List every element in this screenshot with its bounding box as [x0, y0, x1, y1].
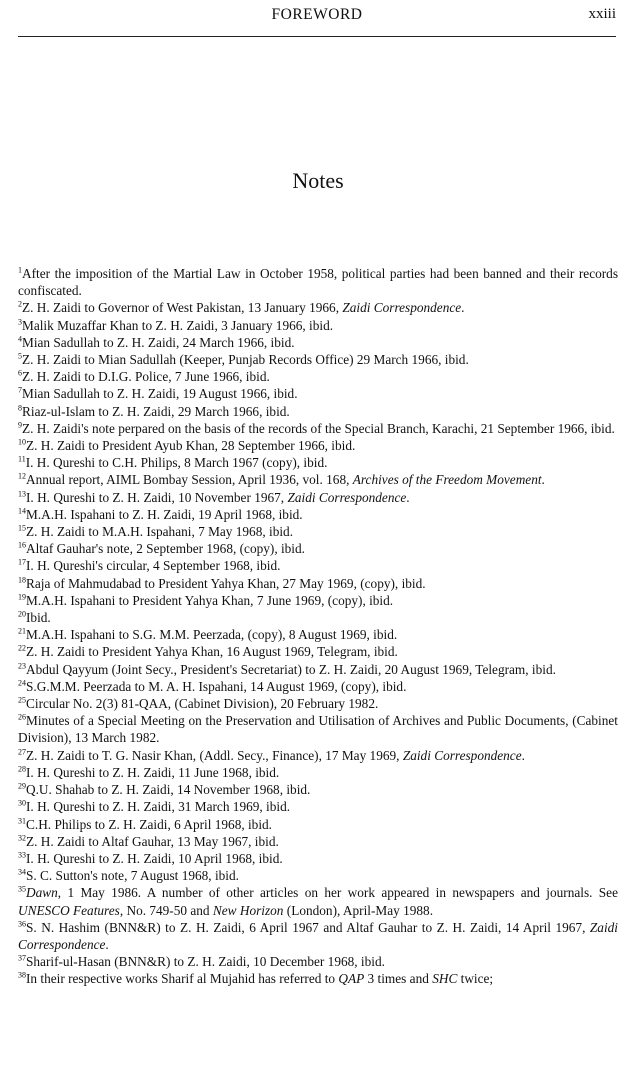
note-item [18, 609, 618, 626]
note-item [18, 317, 618, 334]
note-number: 3 [18, 317, 22, 327]
note-text: Altaf Gauhar's note, 2 September 1968, (copy), ibid. [26, 541, 305, 557]
note-text: I. H. Qureshi to Z. H. Zaidi, 10 April 1968, ibid. [26, 850, 283, 866]
note-number: 15 [18, 523, 26, 533]
note-number: 34 [18, 867, 26, 877]
notes-list [18, 265, 618, 988]
note-number: 26 [18, 712, 26, 722]
note-item [18, 798, 618, 815]
note-text: twice; [457, 971, 494, 987]
note-number: 36 [18, 919, 26, 929]
note-italic-text: Archives of the Freedom Movement [352, 472, 542, 488]
note-item [18, 489, 618, 506]
note-italic-text: Zaidi Correspondence [402, 747, 522, 763]
note-item [18, 764, 618, 781]
note-text: I. H. Qureshi to Z. H. Zaidi, 31 March 1969, ibid. [26, 799, 291, 815]
note-italic-text: QAP [338, 971, 365, 987]
note-item [18, 403, 618, 420]
note-text: Annual report, AIML Bombay Session, April 1936, vol. 168, [26, 472, 353, 488]
note-text: Mian Sadullah to Z. H. Zaidi, 19 August 1966, ibid. [22, 386, 298, 402]
note-item [18, 471, 618, 488]
note-item [18, 643, 618, 660]
note-text: Malik Muzaffar Khan to Z. H. Zaidi, 3 January 1966, ibid. [22, 317, 334, 333]
note-text: . [105, 936, 109, 952]
note-number: 10 [18, 437, 26, 447]
note-item [18, 557, 618, 574]
note-text: I. H. Qureshi to C.H. Philips, 8 March 1967 (copy), ibid. [25, 455, 328, 471]
note-text: S.G.M.M. Peerzada to M. A. H. Ispahani, 14 August 1969, (copy), ibid. [26, 678, 407, 694]
note-item [18, 454, 618, 471]
note-item [18, 884, 618, 918]
note-item [18, 919, 618, 953]
running-head [18, 6, 616, 30]
note-item [18, 712, 618, 746]
note-text: Raja of Mahmudabad to President Yahya Khan, 27 May 1969, (copy), ibid. [26, 575, 426, 591]
note-italic-text: Dawn [26, 885, 58, 901]
note-item [18, 867, 618, 884]
section-heading: Notes [292, 168, 344, 193]
note-text: M.A.H. Ispahani to S.G. M.M. Peerzada, (copy), 8 August 1969, ibid. [26, 627, 398, 643]
note-item [18, 351, 618, 368]
note-text: In their respective works Sharif al Mujahid has referred to [26, 971, 339, 987]
page-number: xxiii [588, 6, 616, 22]
note-text: , No. 749-50 and [119, 902, 213, 918]
note-text: . [461, 300, 465, 316]
note-number: 29 [18, 781, 26, 791]
note-text: Z. H. Zaidi to D.I.G. Police, 7 June 1966, ibid. [22, 369, 270, 385]
note-number: 22 [18, 644, 26, 654]
note-item [18, 695, 618, 712]
note-number: 1 [18, 265, 22, 275]
note-number: 6 [18, 368, 22, 378]
note-italic-text: Zaidi Correspondence [18, 919, 618, 952]
note-number: 14 [18, 506, 26, 516]
note-item [18, 523, 618, 540]
note-number: 33 [18, 850, 26, 860]
note-text: Z. H. Zaidi to Governor of West Pakistan, 13 January 1966, [22, 300, 343, 316]
note-text: C.H. Philips to Z. H. Zaidi, 6 April 1968, ibid. [26, 816, 272, 832]
note-number: 31 [18, 816, 26, 826]
note-text: , 1 May 1986. A number of other articles on her work appeared in newspapers and journals. See [57, 885, 618, 901]
note-item [18, 265, 618, 299]
note-text: . [406, 489, 410, 505]
note-text: Z. H. Zaidi to M.A.H. Ispahani, 7 May 1968, ibid. [26, 524, 294, 540]
note-item [18, 575, 618, 592]
note-text: . [541, 472, 545, 488]
note-text: Sharif-ul-Hasan (BNN&R) to Z. H. Zaidi, 10 December 1968, ibid. [26, 954, 385, 970]
note-text: I. H. Qureshi to Z. H. Zaidi, 11 June 1968, ibid. [26, 764, 280, 780]
note-item [18, 678, 618, 695]
note-text: I. H. Qureshi's circular, 4 September 1968, ibid. [26, 558, 281, 574]
note-number: 21 [18, 626, 26, 636]
note-number: 9 [18, 420, 22, 430]
note-number: 12 [18, 472, 26, 482]
note-number: 24 [18, 678, 26, 688]
note-text: Circular No. 2(3) 81-QAA, (Cabinet Division), 20 February 1982. [26, 696, 379, 712]
note-item [18, 850, 618, 867]
note-number: 17 [18, 558, 26, 568]
note-text: After the imposition of the Martial Law in October 1958, political parties had been banned and their records confiscated. [18, 266, 618, 299]
note-text: Z. H. Zaidi's note perpared on the basis of the records of the Special Branch, Karachi, 21 September 1966, ibid. [22, 420, 615, 436]
note-number: 5 [18, 351, 22, 361]
note-italic-text: Zaidi Correspondence [287, 489, 407, 505]
note-item [18, 816, 618, 833]
note-number: 30 [18, 798, 26, 808]
note-text: M.A.H. Ispahani to Z. H. Zaidi, 19 April 1968, ibid. [26, 506, 303, 522]
note-text: Abdul Qayyum (Joint Secy., President's Secretariat) to Z. H. Zaidi, 20 August 1969, Telegram, ibid. [26, 661, 556, 677]
note-text: S. C. Sutton's note, 7 August 1968, ibid. [26, 868, 239, 884]
note-text: (London), April-May 1988. [283, 902, 434, 918]
note-number: 37 [18, 953, 26, 963]
note-text: . [521, 747, 525, 763]
note-item [18, 781, 618, 798]
note-item [18, 385, 618, 402]
note-number: 38 [18, 970, 26, 980]
note-item [18, 437, 618, 454]
header-rule [18, 36, 616, 37]
note-text: Ibid. [26, 610, 51, 626]
note-text: Mian Sadullah to Z. H. Zaidi, 24 March 1966, ibid. [22, 334, 295, 350]
note-number: 2 [18, 299, 22, 309]
note-number: 13 [18, 489, 26, 499]
note-text: Q.U. Shahab to Z. H. Zaidi, 14 November 1968, ibid. [26, 782, 311, 798]
note-text: Riaz-ul-Islam to Z. H. Zaidi, 29 March 1966, ibid. [22, 403, 290, 419]
note-number: 32 [18, 833, 26, 843]
note-item [18, 953, 618, 970]
note-text: Z. H. Zaidi to President Yahya Khan, 16 August 1969, Telegram, ibid. [26, 644, 398, 660]
running-head-title: FOREWORD [271, 6, 363, 23]
note-item [18, 747, 618, 764]
note-number: 19 [18, 592, 26, 602]
note-number: 25 [18, 695, 26, 705]
note-italic-text: UNESCO Features [18, 902, 120, 918]
note-text: M.A.H. Ispahani to President Yahya Khan, 7 June 1969, (copy), ibid. [26, 592, 394, 608]
note-number: 23 [18, 661, 26, 671]
note-item [18, 420, 618, 437]
note-item [18, 506, 618, 523]
note-number: 18 [18, 575, 26, 585]
note-text: Z. H. Zaidi to Mian Sadullah (Keeper, Punjab Records Office) 29 March 1966, ibid. [22, 352, 469, 368]
note-number: 7 [18, 386, 22, 395]
note-item [18, 299, 618, 316]
note-number: 35 [18, 884, 26, 894]
note-item [18, 970, 618, 987]
note-number: 28 [18, 764, 26, 774]
note-number: 4 [18, 334, 22, 344]
note-italic-text: New Horizon [212, 902, 284, 918]
note-number: 16 [18, 540, 26, 550]
note-text: Minutes of a Special Meeting on the Preservation and Utilisation of Archives and Public Documents, (Cabinet Division), 13 March 1982. [18, 713, 618, 746]
note-text: Z. H. Zaidi to President Ayub Khan, 28 September 1966, ibid. [26, 438, 356, 454]
note-italic-text: Zaidi Correspondence [342, 300, 462, 316]
note-item [18, 334, 618, 351]
note-text: S. N. Hashim (BNN&R) to Z. H. Zaidi, 6 April 1967 and Altaf Gauhar to Z. H. Zaidi, 14 April 1967, [26, 919, 590, 935]
note-number: 20 [18, 609, 26, 619]
note-number: 11 [18, 454, 26, 464]
note-text: Z. H. Zaidi to Altaf Gauhar, 13 May 1967, ibid. [26, 833, 279, 849]
note-item [18, 661, 618, 678]
note-italic-text: SHC [432, 971, 458, 987]
note-text: I. H. Qureshi to Z. H. Zaidi, 10 November 1967, [26, 489, 288, 505]
note-number: 27 [18, 747, 26, 757]
note-text: 3 times and [364, 971, 433, 987]
note-item [18, 540, 618, 557]
note-item [18, 833, 618, 850]
note-item [18, 368, 618, 385]
note-number: 8 [18, 403, 22, 413]
note-item [18, 626, 618, 643]
note-text: Z. H. Zaidi to T. G. Nasir Khan, (Addl. Secy., Finance), 17 May 1969, [26, 747, 403, 763]
note-item [18, 592, 618, 609]
